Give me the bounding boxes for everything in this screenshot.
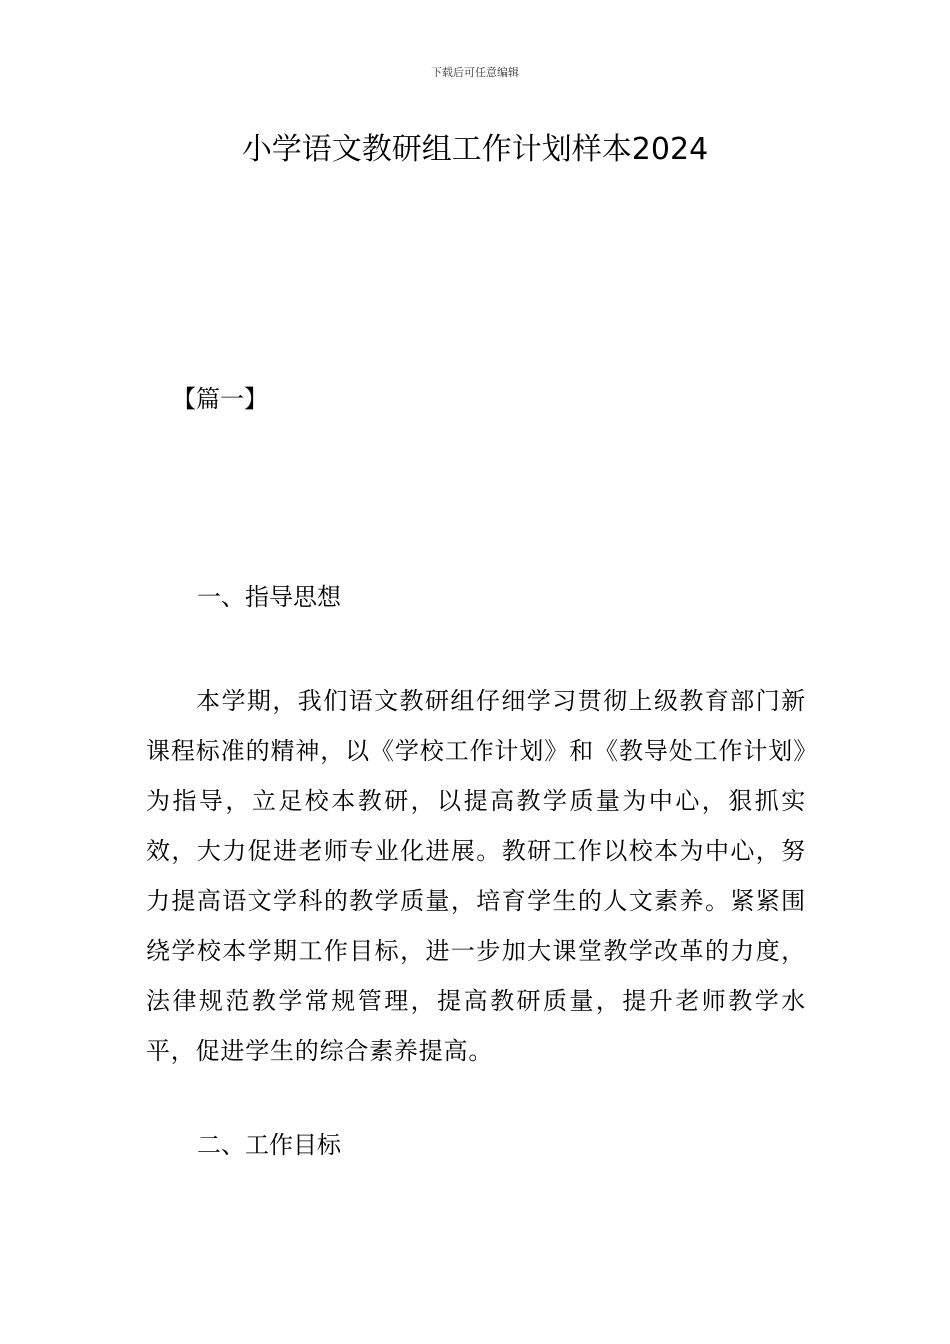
section-heading-guiding-thought: 一、指导思想 [197,583,341,611]
part-label: 【篇一】 [172,385,268,413]
header-note: 下载后可任意编辑 [431,66,519,79]
section-heading-work-goals: 二、工作目标 [197,1131,341,1159]
section-body-guiding-thought: 本学期，我们语文教研组仔细学习贯彻上级教育部门新课程标准的精神，以《学校工作计划》和《教导处工作计划》为指导，立足校本教研，以提高教学质量为中心，狠抓实效，大力促进老师专业化进展。教研工作以校本为中心，努力提高语文学科的教学质量，培育学生的人文素养。紧紧围绕学校本学期工作目标，进一步加大课堂教学改革的力度，法律规范教学常规管理，提高教研质量，提升老师教学水平，促进学生的综合素养提高。 [146,687,806,1065]
document-title: 小学语文教研组工作计划样本2024 [241,132,709,167]
